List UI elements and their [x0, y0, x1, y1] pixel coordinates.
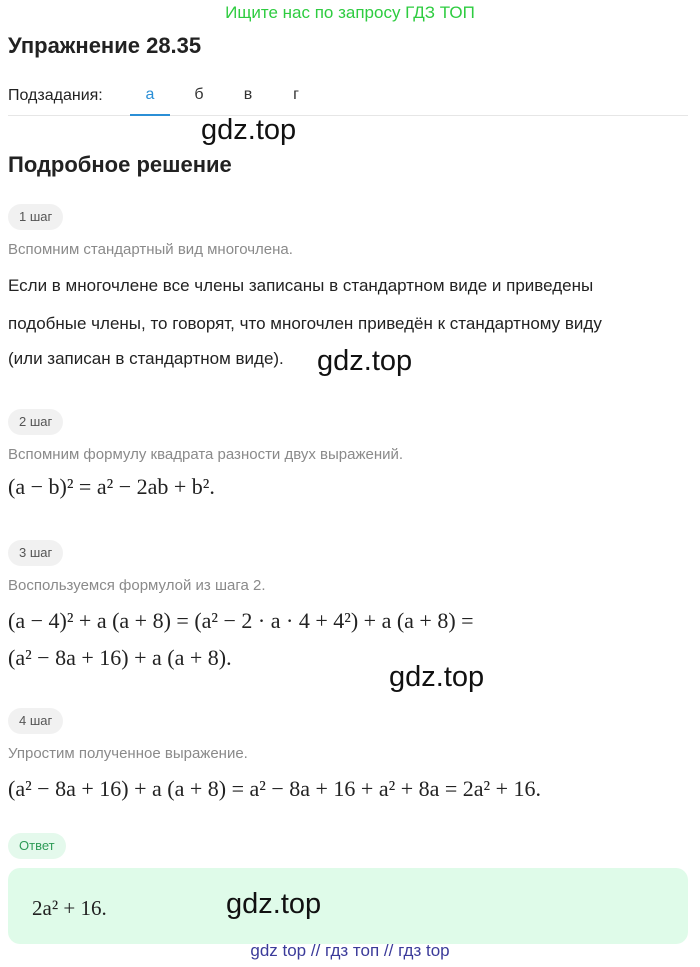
answer-box: [8, 868, 688, 944]
page-title: Упражнение 28.35: [8, 33, 202, 58]
tab-v[interactable]: в: [243, 86, 253, 103]
footer-link[interactable]: гдз top: [398, 941, 450, 960]
watermark: gdz.top: [317, 345, 413, 377]
step-hint: Воспользуемся формулой из шага 2.: [8, 577, 266, 594]
answer-badge: Ответ: [8, 833, 66, 859]
footer-link[interactable]: gdz top: [250, 941, 307, 960]
footer-separator: //: [310, 941, 321, 960]
step-badge: 1 шаг: [8, 204, 63, 230]
step-text-line: (или записан в стандартном виде).: [8, 349, 284, 368]
footer-links: [0, 941, 700, 961]
tab-b[interactable]: б: [194, 86, 204, 103]
watermark: gdz.top: [389, 661, 485, 693]
watermark: gdz.top: [226, 888, 322, 920]
step-badge: 3 шаг: [8, 540, 63, 566]
tab-a[interactable]: а: [130, 82, 170, 116]
step-text-line: подобные члены, то говорят, что многочлен приведён к стандартному виду: [8, 314, 602, 333]
subtask-tabs: [8, 82, 688, 116]
formula: (a − b)² = a² − 2ab + b².: [8, 474, 215, 499]
step-text-line: Если в многочлене все члены записаны в стандартном виде и приведены: [8, 276, 594, 295]
step-hint: Вспомним формулу квадрата разности двух выражений.: [8, 446, 404, 463]
footer-separator: //: [383, 941, 394, 960]
step-hint: Упростим полученное выражение.: [8, 745, 248, 762]
promo-banner: Ищите нас по запросу ГДЗ ТОП: [225, 3, 475, 22]
step-hint: Вспомним стандартный вид многочлена.: [8, 241, 293, 258]
solution-heading: Подробное решение: [8, 152, 232, 177]
answer-value: 2a² + 16.: [32, 896, 107, 920]
subtasks-label: Подзадания:: [8, 87, 103, 104]
footer-link[interactable]: гдз топ: [325, 941, 380, 960]
formula-line: (a² − 8a + 16) + a (a + 8).: [8, 645, 232, 670]
formula-line: (a − 4)² + a (a + 8) = (a² − 2 · a · 4 + 4²) + a (a + 8) =: [8, 608, 474, 633]
step-badge: 2 шаг: [8, 409, 63, 435]
tab-g[interactable]: г: [293, 86, 299, 103]
step-badge: 4 шаг: [8, 708, 63, 734]
watermark: gdz.top: [201, 114, 297, 146]
formula: (a² − 8a + 16) + a (a + 8) = a² − 8a + 16 + a² + 8a = 2a² + 16.: [8, 776, 542, 801]
